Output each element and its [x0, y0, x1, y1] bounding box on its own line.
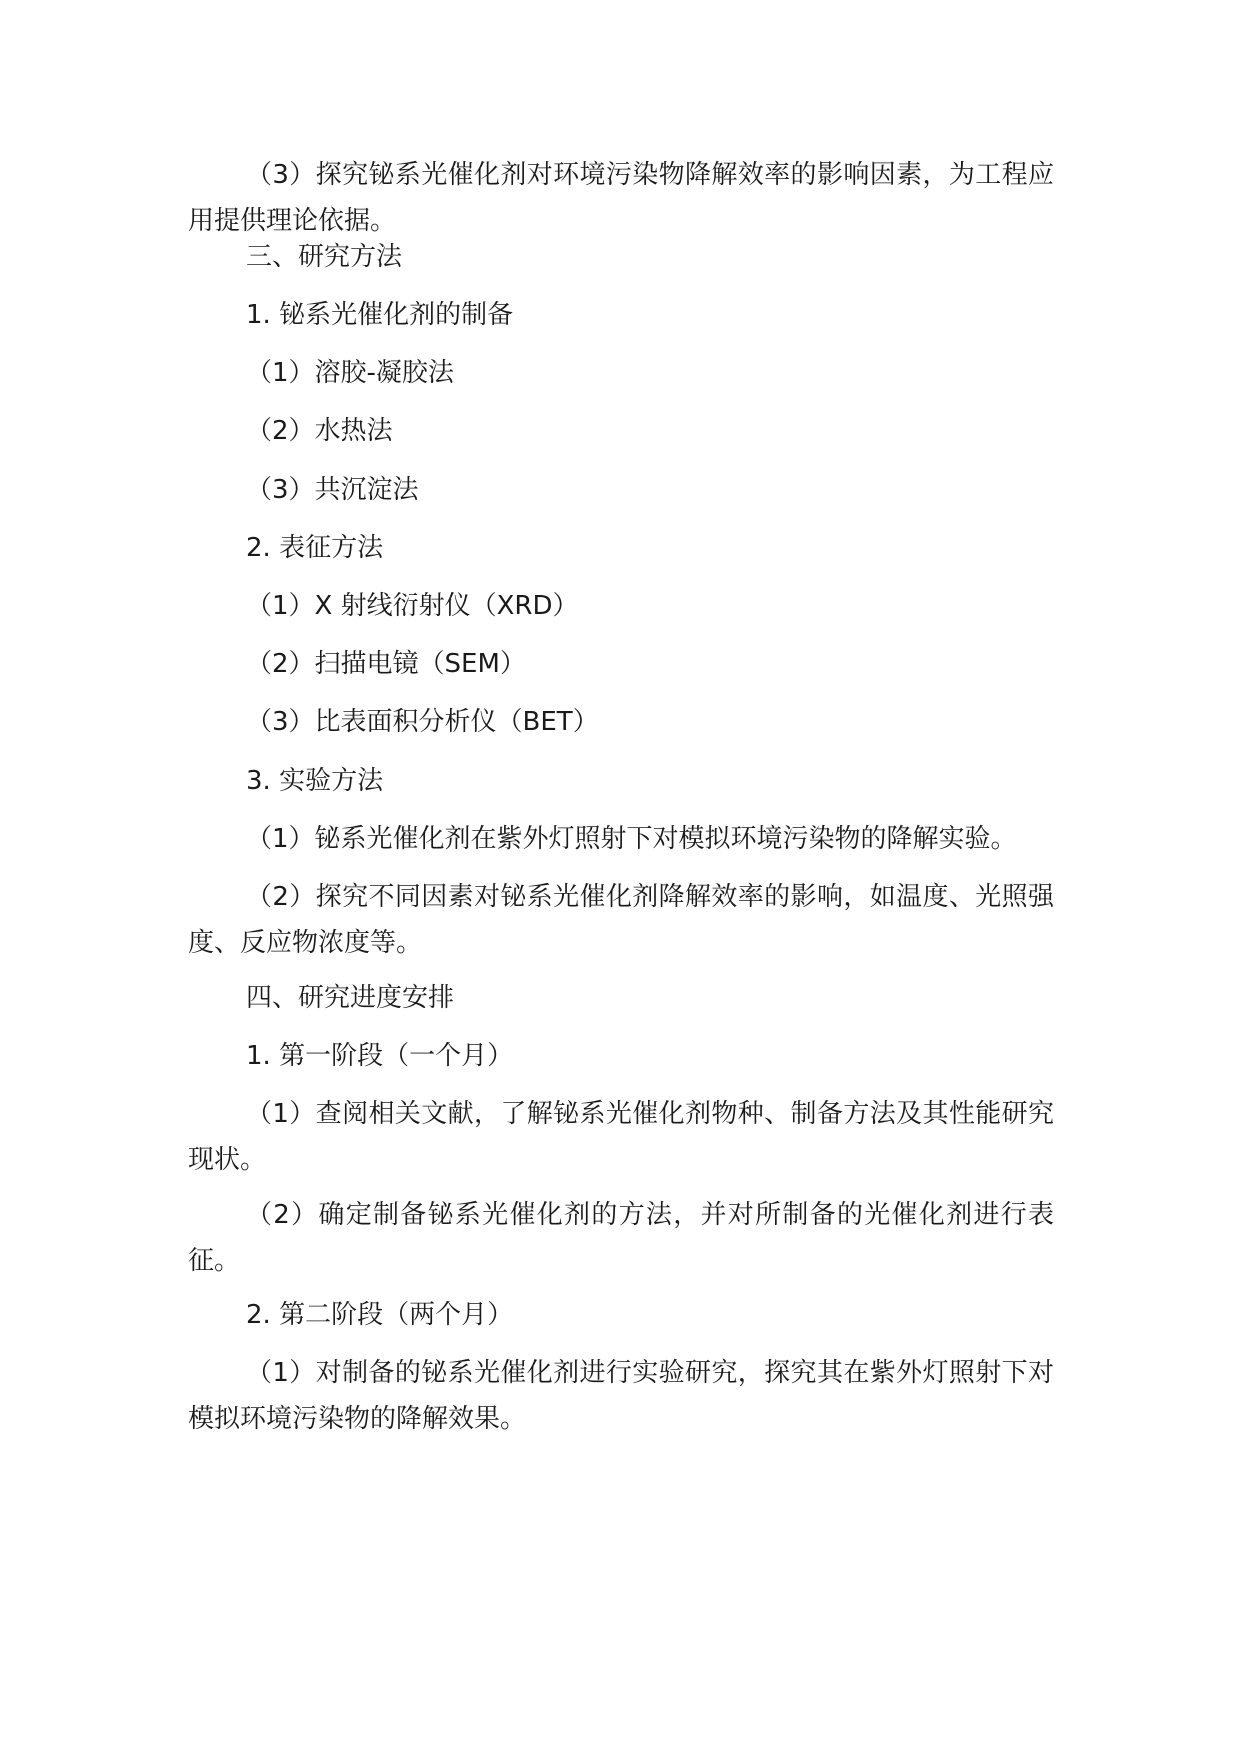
- subheading-phase-1: 1. 第一阶段（一个月）: [246, 1041, 514, 1071]
- list-item-experiment-study: （1）对制备的铋系光催化剂进行实验研究，探究其在紫外灯照射下对模拟环境污染物的降解效果。: [188, 1358, 1054, 1434]
- list-item-coprecipitation: （3）共沉淀法: [246, 475, 419, 505]
- section-heading-schedule: 四、研究进度安排: [246, 983, 455, 1013]
- paragraph-objective-3: （3）探究铋系光催化剂对环境污染物降解效率的影响因素，为工程应用提供理论依据。: [188, 160, 1054, 236]
- subheading-characterization: 2. 表征方法: [246, 533, 384, 563]
- list-item-bet: （3）比表面积分析仪（BET）: [246, 707, 599, 737]
- list-item-hydrothermal: （2）水热法: [246, 416, 393, 446]
- list-item-method-selection: （2）确定制备铋系光催化剂的方法，并对所制备的光催化剂进行表征。: [188, 1200, 1054, 1276]
- list-item-factors: （2）探究不同因素对铋系光催化剂降解效率的影响，如温度、光照强度、反应物浓度等。: [188, 882, 1054, 958]
- subheading-phase-2: 2. 第二阶段（两个月）: [246, 1300, 514, 1330]
- subheading-preparation: 1. 铋系光催化剂的制备: [246, 300, 514, 330]
- list-item-sem: （2）扫描电镜（SEM）: [246, 649, 526, 679]
- list-item-literature: （1）查阅相关文献，了解铋系光催化剂物种、制备方法及其性能研究现状。: [188, 1099, 1054, 1175]
- list-item-xrd: （1）X 射线衍射仪（XRD）: [246, 591, 579, 621]
- list-item-sol-gel: （1）溶胶-凝胶法: [246, 358, 454, 388]
- list-item-uv-degradation: （1）铋系光催化剂在紫外灯照射下对模拟环境污染物的降解实验。: [246, 824, 1017, 854]
- section-heading-methods: 三、研究方法: [246, 242, 403, 272]
- subheading-experiment: 3. 实验方法: [246, 766, 384, 796]
